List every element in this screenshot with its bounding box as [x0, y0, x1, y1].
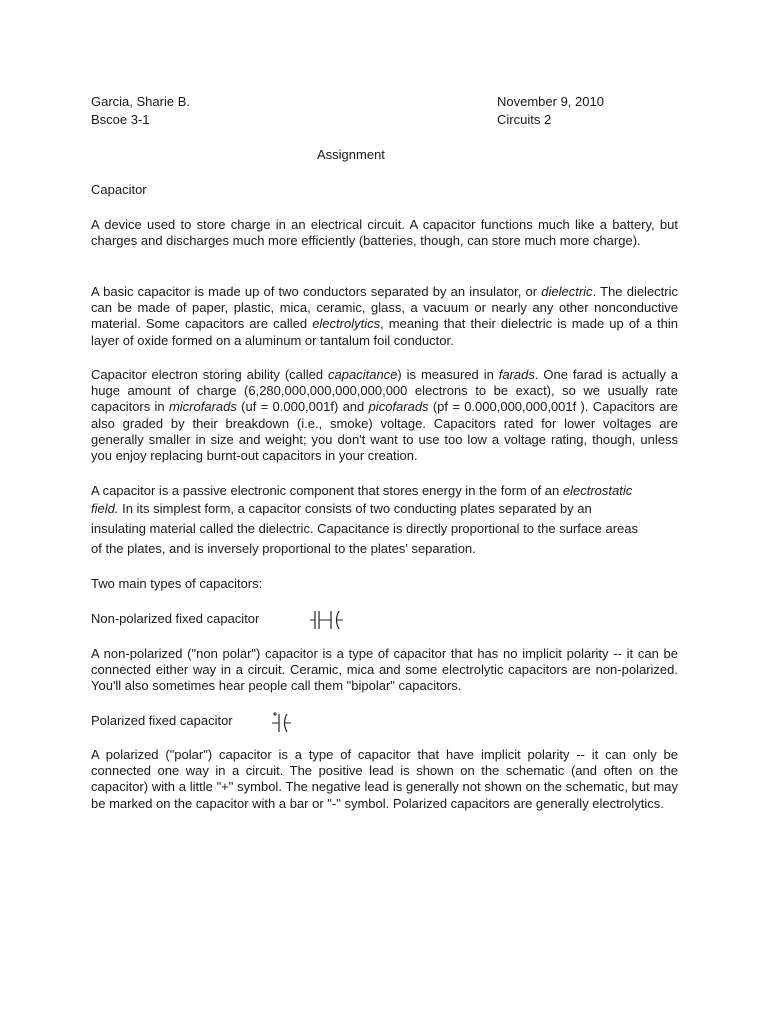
- nonpolar-capacitor-symbol-icon: [310, 609, 346, 631]
- passive-line-2: field. In its simplest form, a capacitor consists of two conducting plates separated by an: [91, 501, 592, 516]
- passive-line-4: of the plates, and is inversely proportional to the plates' separation.: [91, 541, 476, 556]
- passive-line-1: A capacitor is a passive electronic component that stores energy in the form of an electrostatic: [91, 483, 633, 498]
- types-heading: Two main types of capacitors:: [91, 576, 263, 591]
- student-section: Bscoe 3-1: [91, 112, 150, 127]
- paragraph-capacitance: Capacitor electron storing ability (called capacitance) is measured in farads. One farad is actually a huge amount of charge (6,280,000,000,000,000,000 electrons to be exact), so we usually rate capacitors in microfarads (uf = 0.000,001f) and picofarads (pf = 0.000,000,000,001f ). Capacitors are also graded by their breakdown (i.e., smoke) voltage. Capacitors rated for lower voltages are generally smaller in size and weight; you don't want to use too low a voltage rating, though, unless you enjoy replacing burnt-out capacitors in your creation.: [91, 367, 678, 464]
- paragraph-polar: A polarized ("polar") capacitor is a type of capacitor that have implicit polarity -- it can only be connected one way in a circuit. The positive lead is shown on the schematic (and often on the capacitor) with a little "+" symbol. The negative lead is generally not shown on the schematic, but may be marked on the capacitor with a bar or "-" symbol. Polarized capacitors are generally electrolytics.: [91, 747, 678, 811]
- topic-heading: Capacitor: [91, 182, 147, 197]
- polar-capacitor-symbol-icon: [272, 710, 294, 734]
- course-name: Circuits 2: [497, 112, 552, 127]
- document-date: November 9, 2010: [497, 94, 604, 109]
- nonpolar-label: Non-polarized fixed capacitor: [91, 611, 260, 626]
- paragraph-basic-capacitor: A basic capacitor is made up of two conductors separated by an insulator, or dielectric. The dielectric can be made of paper, plastic, mica, ceramic, glass, a vacuum or nearly any other nonconductive material. Some capacitors are called electrolytics, meaning that their dielectric is made up of a thin layer of oxide formed on a aluminum or tantalum foil conductor.: [91, 284, 679, 348]
- paragraph-definition: A device used to store charge in an electrical circuit. A capacitor functions much like a battery, but charges and discharges much more efficiently (batteries, though, can store much more charge).: [91, 217, 678, 249]
- student-name: Garcia, Sharie B.: [91, 94, 190, 109]
- paragraph-nonpolar: A non-polarized ("non polar") capacitor is a type of capacitor that has no implicit polarity -- it can be connected either way in a circuit. Ceramic, mica and some electrolytic capacitors are non-polarized. You'll also sometimes hear people call them "bipolar" capacitors.: [91, 646, 678, 694]
- polar-label: Polarized fixed capacitor: [91, 713, 233, 728]
- document-title: Assignment: [317, 147, 385, 162]
- passive-line-3: insulating material called the dielectric. Capacitance is directly proportional to the surface areas: [91, 521, 639, 536]
